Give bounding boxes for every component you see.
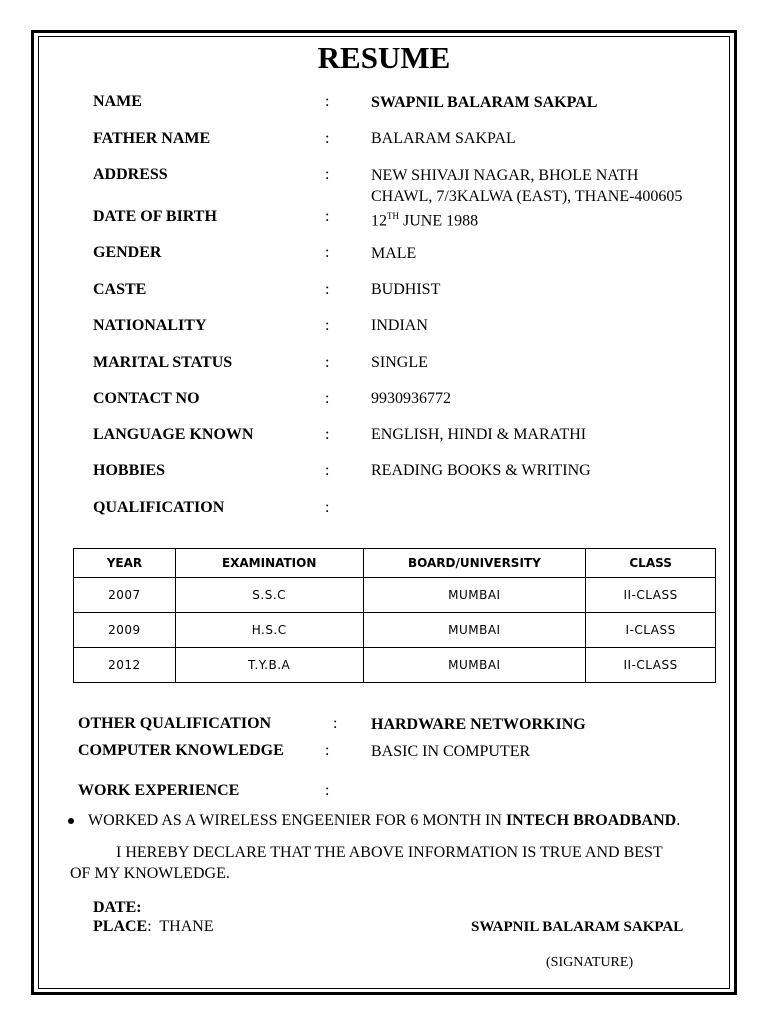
caste-value: BUDHIST: [371, 281, 441, 298]
place-label: PLACE: [93, 918, 148, 935]
dob-colon: :: [325, 208, 330, 225]
dob-label: DATE OF BIRTH: [93, 208, 217, 225]
dob-value: [371, 206, 478, 231]
father-name-value: BALARAM SAKPAL: [371, 130, 516, 147]
declaration: [70, 842, 710, 884]
father-name-label: FATHER NAME: [93, 130, 211, 147]
cell-year: 2012: [74, 648, 176, 683]
dob-day: 12: [371, 212, 387, 230]
computer-knowledge-colon: :: [325, 742, 330, 759]
hobbies-value: READING BOOKS & WRITING: [371, 462, 591, 479]
address-label: ADDRESS: [93, 166, 168, 183]
other-qualification-value: HARDWARE NETWORKING: [371, 716, 586, 733]
address-line-1: NEW SHIVAJI NAGAR, BHOLE NATH: [371, 167, 639, 184]
name-label: NAME: [93, 93, 142, 110]
work-experience-company: INTECH BROADBAND: [505, 812, 677, 829]
hobbies-label: HOBBIES: [93, 462, 166, 479]
declaration-line-2: OF MY KNOWLEDGE.: [70, 865, 230, 882]
address-value: [371, 165, 682, 207]
declaration-line-1: I HEREBY DECLARE THAT THE ABOVE INFORMATION IS TRUE AND BEST: [116, 844, 663, 861]
table-row: [74, 648, 716, 683]
caste-colon: :: [325, 281, 330, 298]
work-experience-item: [68, 812, 680, 830]
bullet-icon: [68, 818, 74, 824]
address-line-2: CHAWL, 7/3KALWA (EAST), THANE-400605: [371, 188, 683, 205]
place-sep: :: [147, 918, 152, 935]
cell-examination: T.Y.B.A: [175, 648, 363, 683]
qualification-colon: :: [325, 499, 330, 516]
marital-status-colon: :: [325, 354, 330, 371]
work-experience-colon: :: [325, 782, 330, 799]
gender-label: GENDER: [93, 244, 162, 261]
cell-year: 2009: [74, 613, 176, 648]
name-value: SWAPNIL BALARAM SAKPAL: [371, 94, 598, 111]
dob-rest: JUNE 1988: [399, 212, 479, 230]
language-known-label: LANGUAGE KNOWN: [93, 426, 254, 443]
name-colon: :: [325, 93, 330, 110]
date-label: DATE:: [93, 899, 142, 916]
hobbies-colon: :: [325, 462, 330, 479]
table-row: [74, 578, 716, 613]
place-value: THANE: [159, 918, 214, 935]
gender-colon: :: [325, 244, 330, 261]
header-board-university: BOARD/UNIVERSITY: [363, 549, 586, 578]
nationality-value: INDIAN: [371, 317, 428, 334]
language-known-value: ENGLISH, HINDI & MARATHI: [371, 426, 587, 443]
resume-title: RESUME: [317, 40, 451, 75]
cell-class: I-CLASS: [586, 613, 716, 648]
contact-no-label: CONTACT NO: [93, 390, 200, 407]
signature-name: SWAPNIL BALARAM SAKPAL: [471, 919, 684, 935]
marital-status-value: SINGLE: [371, 354, 428, 371]
father-name-colon: :: [325, 130, 330, 147]
qualification-table: [73, 548, 716, 683]
other-qualification-label: OTHER QUALIFICATION: [78, 715, 272, 732]
address-colon: :: [325, 166, 330, 183]
dob-suffix: TH: [387, 211, 399, 221]
nationality-label: NATIONALITY: [93, 317, 207, 334]
work-experience-label: WORK EXPERIENCE: [78, 782, 240, 799]
signature-label: (SIGNATURE): [546, 955, 634, 970]
computer-knowledge-label: COMPUTER KNOWLEDGE: [78, 742, 284, 759]
qualification-label: QUALIFICATION: [93, 499, 225, 516]
table-row: [74, 613, 716, 648]
work-experience-end: .: [676, 812, 681, 829]
table-header-row: [74, 549, 716, 578]
work-experience-text: WORKED AS A WIRELESS ENGEENIER FOR 6 MONTH IN: [88, 812, 506, 829]
contact-no-value: 9930936772: [371, 390, 451, 407]
cell-board: MUMBAI: [363, 648, 586, 683]
caste-label: CASTE: [93, 281, 147, 298]
cell-examination: H.S.C: [175, 613, 363, 648]
cell-board: MUMBAI: [363, 613, 586, 648]
place-line: [93, 918, 214, 936]
cell-class: II-CLASS: [586, 578, 716, 613]
other-qualification-colon: :: [333, 715, 338, 732]
language-known-colon: :: [325, 426, 330, 443]
header-examination: EXAMINATION: [175, 549, 363, 578]
computer-knowledge-value: BASIC IN COMPUTER: [371, 743, 531, 760]
gender-value: MALE: [371, 245, 417, 262]
marital-status-label: MARITAL STATUS: [93, 354, 233, 371]
contact-no-colon: :: [325, 390, 330, 407]
header-class: CLASS: [586, 549, 716, 578]
cell-board: MUMBAI: [363, 578, 586, 613]
cell-examination: S.S.C: [175, 578, 363, 613]
cell-year: 2007: [74, 578, 176, 613]
header-year: YEAR: [74, 549, 176, 578]
nationality-colon: :: [325, 317, 330, 334]
cell-class: II-CLASS: [586, 648, 716, 683]
